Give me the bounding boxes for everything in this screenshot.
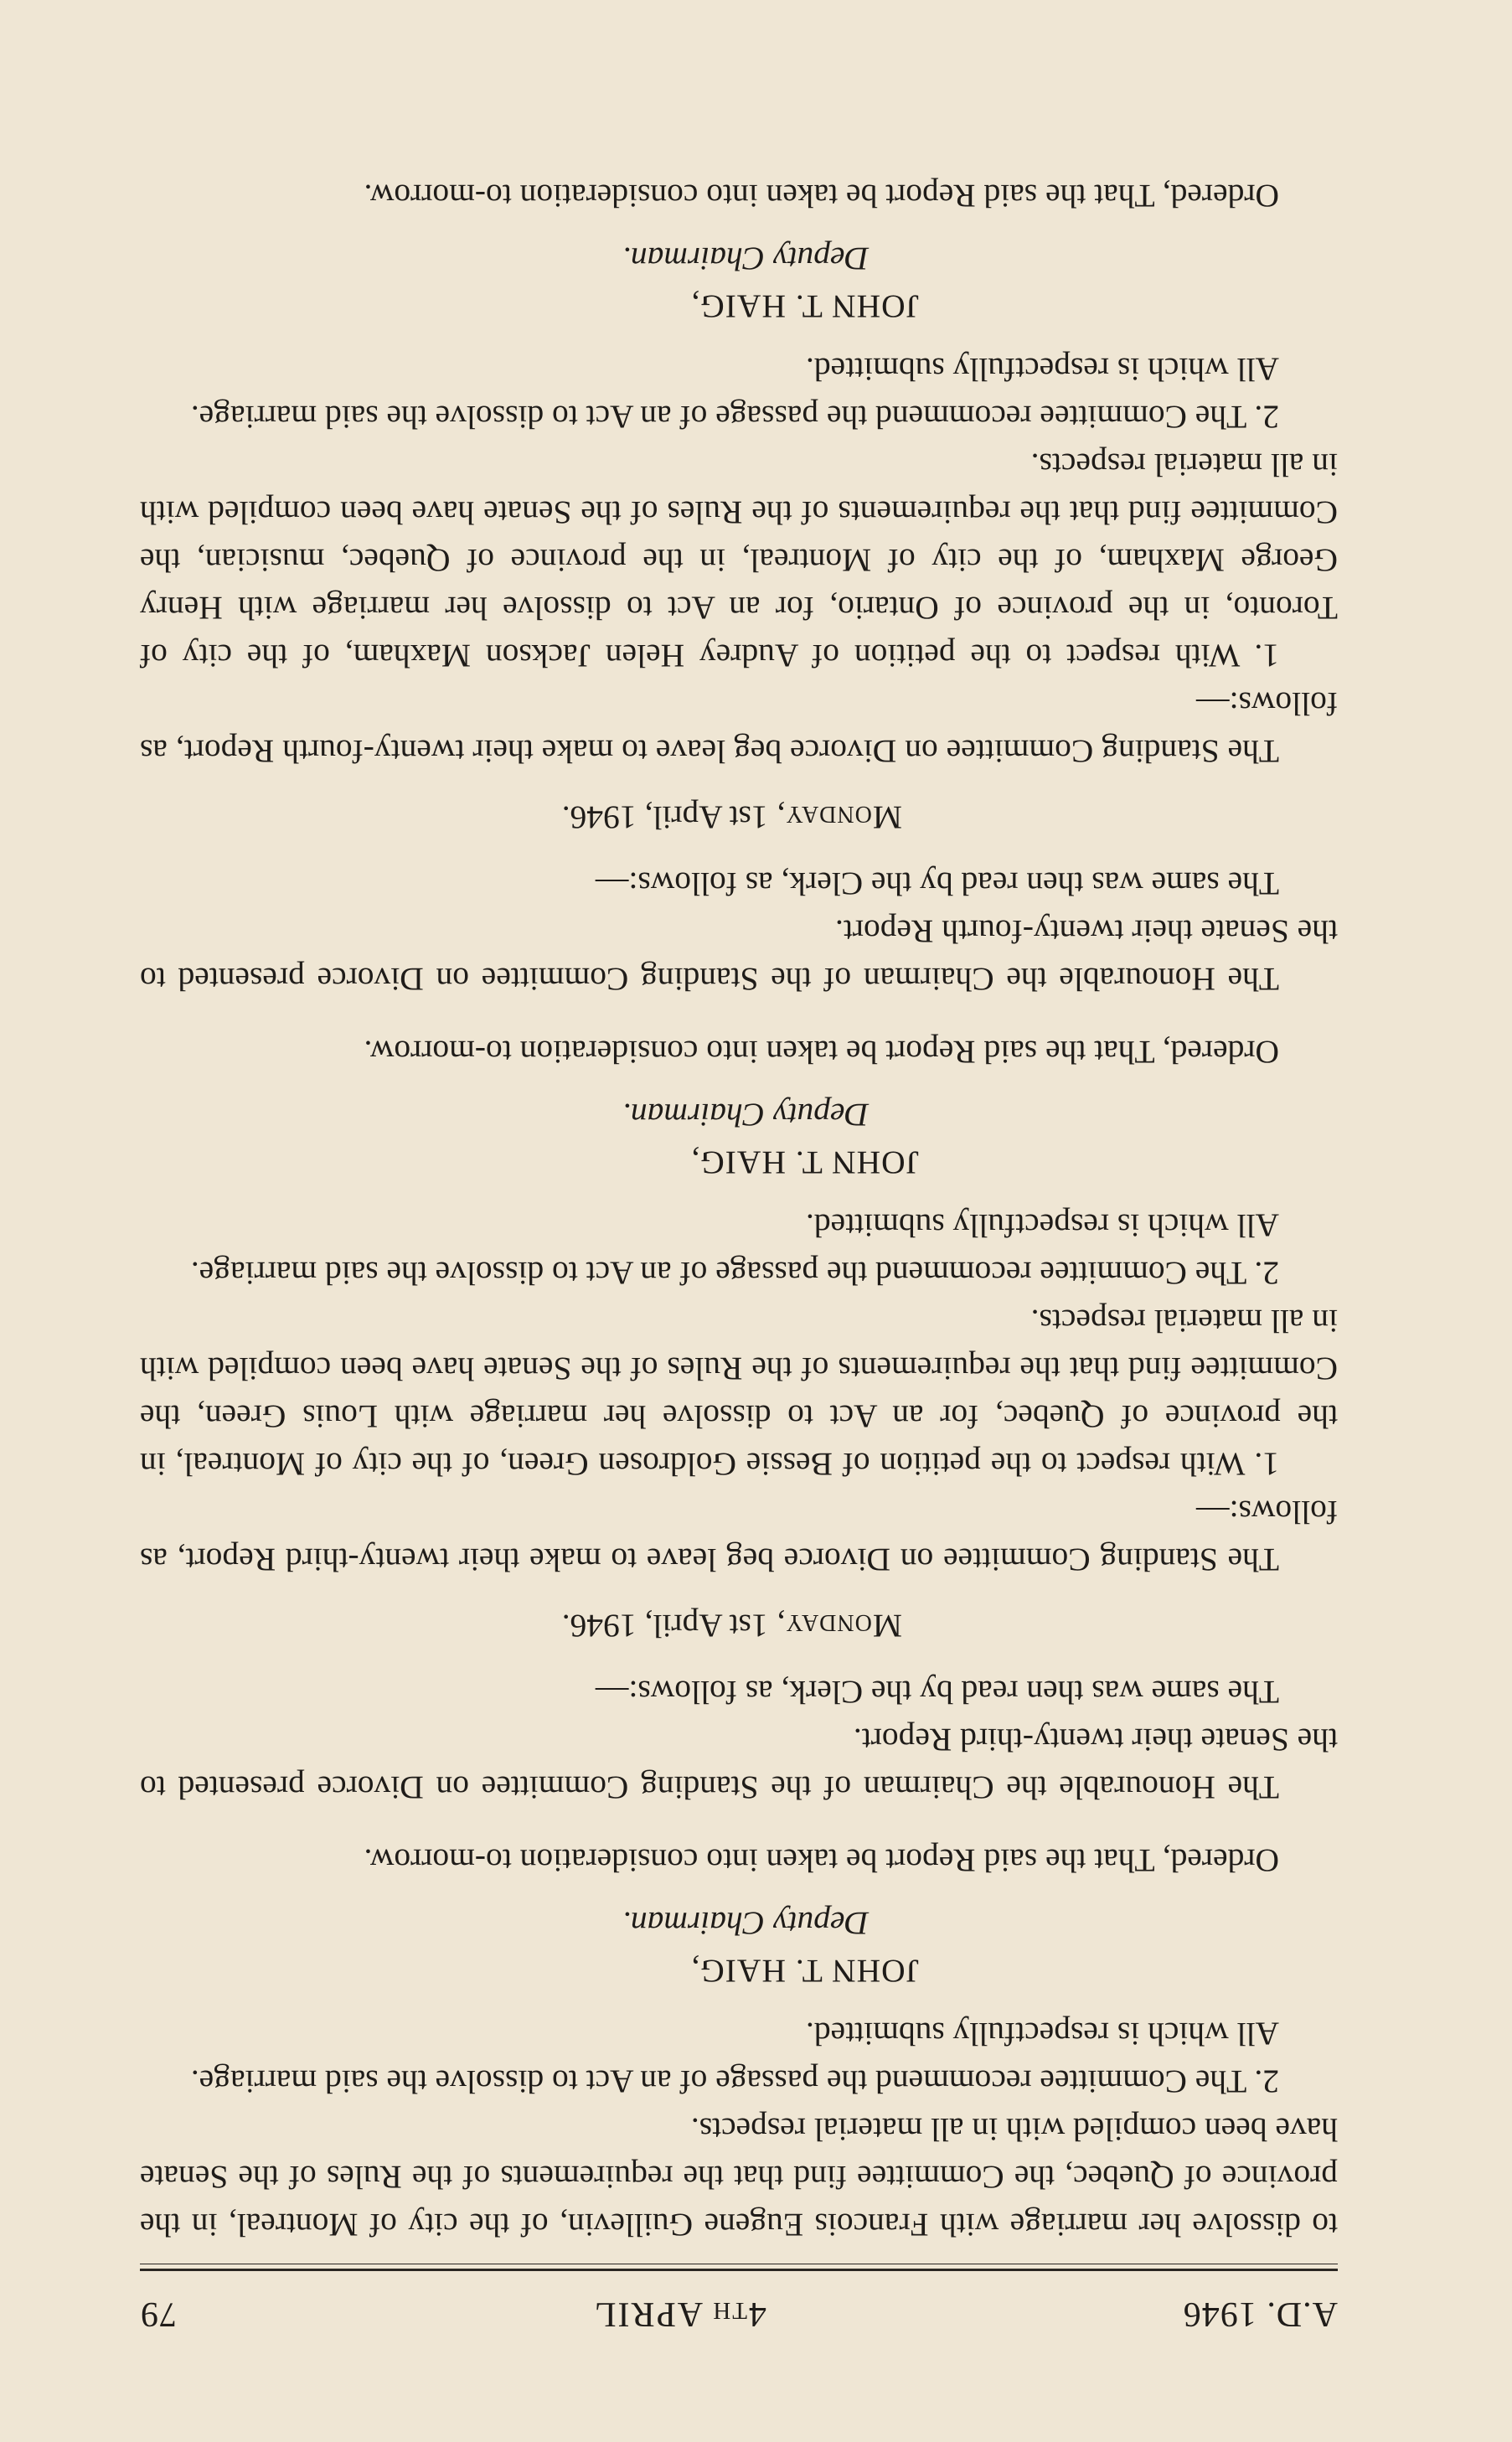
entry2-intro: The Honourable the Chairman of the Standing Committee on Divorce presented to the Senate their twenty-third Report. bbox=[140, 1722, 1338, 1806]
entry2-date-rest: 1st April, 1946. bbox=[561, 1608, 768, 1644]
entry1-ordered: Ordered, That the said Report be taken into consideration to-morrow. bbox=[364, 1842, 1279, 1879]
entry2-submitted: All which is respectfully submitted. bbox=[806, 1207, 1279, 1244]
entry3-report: The Standing Committee on Divorce beg leave to make their twenty-fourth Report, as follows:— bbox=[140, 685, 1338, 770]
entry2-signature-name: JOHN T. HAIG, bbox=[690, 1144, 919, 1181]
entry3-signature-title: Deputy Chairman. bbox=[622, 240, 869, 277]
entry3-read: The same was then read by the Clerk, as follows:— bbox=[595, 865, 1279, 902]
entry1-submitted: All which is respectfully submitted. bbox=[806, 2016, 1279, 2052]
entry3-date-day: Monday, bbox=[776, 799, 902, 836]
entry2-paragraph2: 2. The Committee recommend the passage of an Act to dissolve the said marriage. bbox=[190, 1255, 1279, 1292]
header-year: A.D. 1946 bbox=[1182, 2295, 1338, 2333]
entry1-paragraph2: 2. The Committee recommend the passage of an Act to dissolve the said marriage. bbox=[190, 2063, 1279, 2100]
page-content bbox=[140, 172, 1338, 2337]
entry2-date-day: Monday, bbox=[776, 1608, 902, 1644]
entry3-signature-name: JOHN T. HAIG, bbox=[690, 288, 919, 325]
header-date: 4th APRIL bbox=[592, 2295, 767, 2333]
entry3-ordered: Ordered, That the said Report be taken into consideration to-morrow. bbox=[364, 178, 1279, 214]
entry2-ordered: Ordered, That the said Report be taken into consideration to-morrow. bbox=[364, 1034, 1279, 1071]
header-page-number: 79 bbox=[140, 2295, 178, 2333]
entry3-date bbox=[140, 793, 1338, 841]
entry1-paragraph1: to dissolve her marriage with Francois Eugene Guillevin, of the city of Montreal, in the province of Quebec, the Committee find that the requirements of the Rules of the Senate have been compiled with in all material respects. bbox=[140, 2111, 1338, 2243]
entry3-date-rest: 1st April, 1946. bbox=[561, 799, 768, 836]
entry1-signature-name: JOHN T. HAIG, bbox=[690, 1953, 919, 1990]
entry2-paragraph1: 1. With respect to the petition of Bessie Goldrosen Green, of the city of Montreal, in the province of Quebec, for an Act to dissolve her marriage with Louis Green, the Committee find that the requirements of the Rules of the Senate have been compiled with in all material respects. bbox=[140, 1303, 1338, 1483]
header-double-rule bbox=[140, 2264, 1338, 2271]
entry1-signature-title: Deputy Chairman. bbox=[622, 1905, 869, 1942]
entry2-date bbox=[140, 1602, 1338, 1650]
entry2-signature-title: Deputy Chairman. bbox=[622, 1097, 869, 1133]
entry3-paragraph1: 1. With respect to the petition of Audrey Helen Jackson Maxham, of the city of Toronto, in the province of Ontario, for an Act to dissolve her marriage with Henry George Maxham, of the city of Montreal, in the province of Quebec, musician, the Committee find that the requirements of the Rules of the Senate have been compiled with in all material respects. bbox=[140, 447, 1338, 674]
entry3-paragraph2: 2. The Committee recommend the passage of an Act to dissolve the said marriage. bbox=[190, 399, 1279, 436]
page-header bbox=[140, 2290, 1338, 2337]
entry3-submitted: All which is respectfully submitted. bbox=[806, 351, 1279, 388]
entry2-read: The same was then read by the Clerk, as follows:— bbox=[595, 1674, 1279, 1711]
entry3-intro: The Honourable the Chairman of the Standing Committee on Divorce presented to the Senate their twenty-fourth Report. bbox=[140, 913, 1338, 998]
entry2-report: The Standing Committee on Divorce beg leave to make their twenty-third Report, as follows:— bbox=[140, 1494, 1338, 1578]
